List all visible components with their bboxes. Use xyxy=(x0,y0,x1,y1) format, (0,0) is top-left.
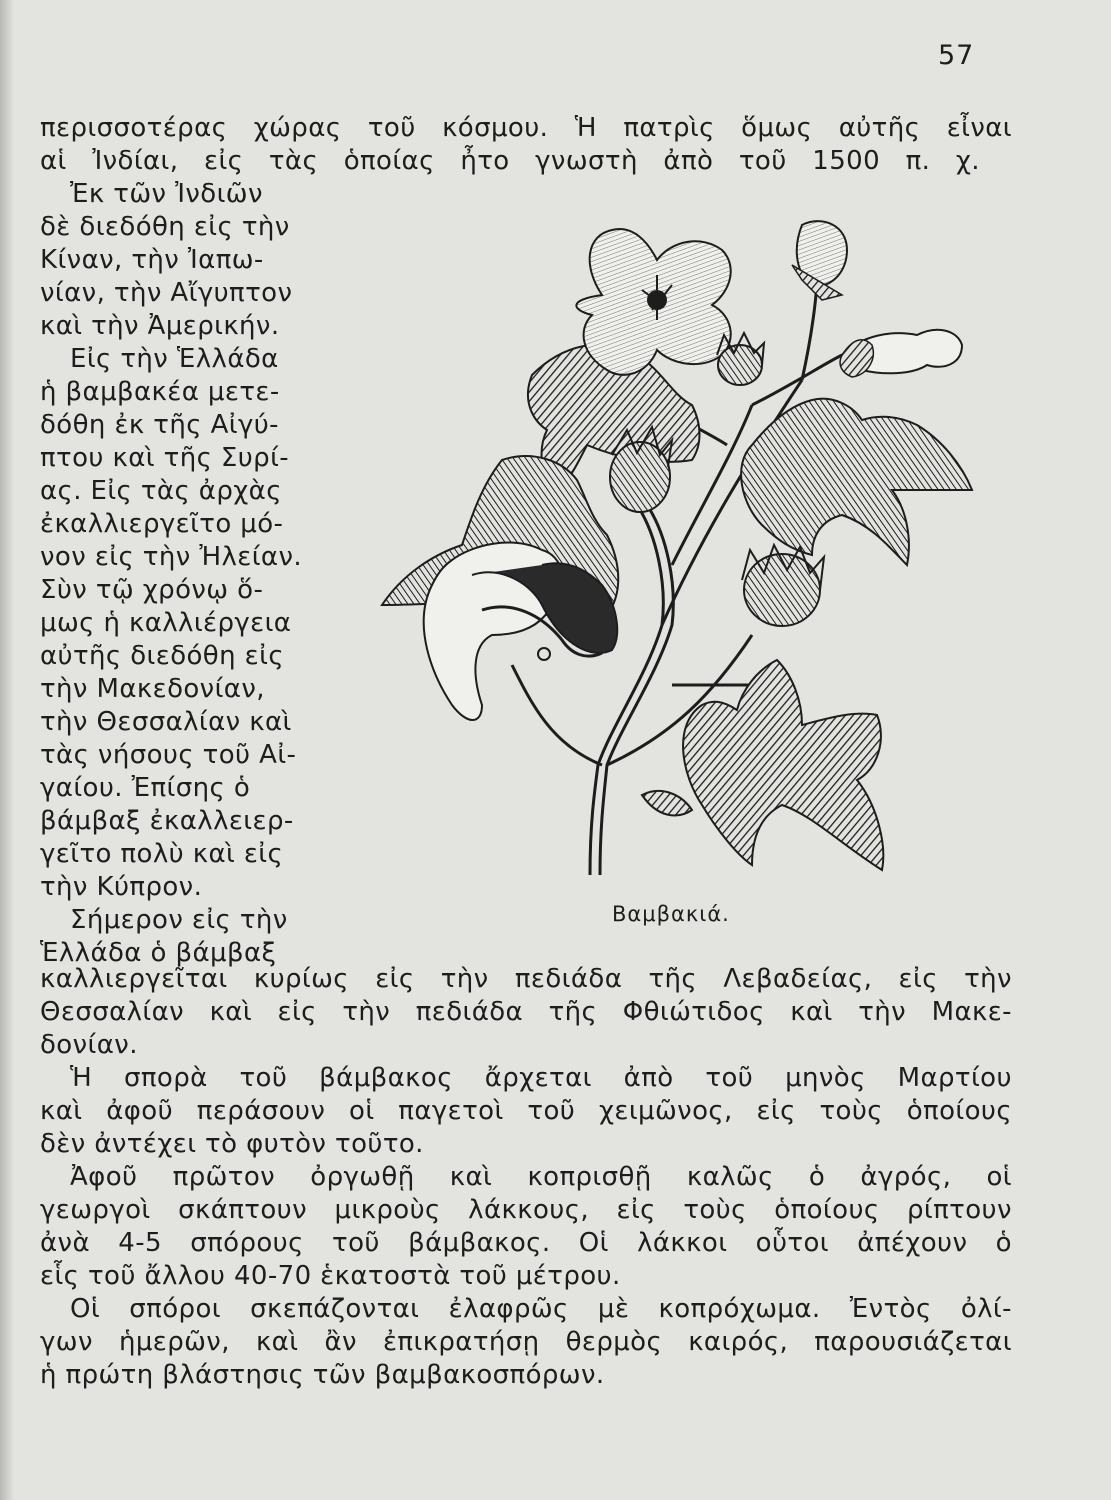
cotton-plant-illustration xyxy=(372,205,982,895)
column-line: ἐκαλλιεργεῖτο μό- xyxy=(40,509,284,539)
body-line: Ἀφοῦ πρῶτον ὀργωθῇ καὶ κοπρισθῇ καλῶς ὁ ἀγρός, οἱ xyxy=(70,1162,1012,1192)
cotton-boll-right xyxy=(742,545,824,626)
column-line: τὴν Μακεδονίαν, xyxy=(40,674,265,704)
column-line: αὐτῆς διεδόθη εἰς xyxy=(40,641,284,671)
body-line: Θεσσαλίαν καὶ εἰς τὴν πεδιάδα τῆς Φθιώτιδος καὶ τὴν Μακε- xyxy=(40,997,1012,1027)
column-line: δόθη ἐκ τῆς Αἰγύ- xyxy=(40,410,279,440)
body-line: Οἱ σπόροι σκεπάζονται ἐλαφρῶς μὲ κοπρόχωμα. Ἐντὸς ὀλί- xyxy=(70,1294,1012,1324)
column-line: Εἰς τὴν Ἑλλάδα xyxy=(70,344,279,374)
column-line: τὴν Κύπρον. xyxy=(40,872,203,902)
curled-bud xyxy=(840,330,962,377)
body-line: καλλιεργεῖται κυρίως εἰς τὴν πεδιάδα τῆς Λεβαδείας, εἰς τὴν xyxy=(40,964,1012,994)
column-line: Ἑλλάδα ὁ βάμβαξ xyxy=(40,938,277,968)
figure-caption: Βαμβακιά. xyxy=(612,902,730,926)
column-line: βάμβαξ ἐκαλλειερ- xyxy=(40,806,294,836)
column-line: Σὺν τῷ χρόνῳ ὅ- xyxy=(40,575,264,605)
column-line: ας. Εἰς τὰς ἀρχὰς xyxy=(40,476,282,506)
body-line: καὶ ἀφοῦ περάσουν οἱ παγετοὶ τοῦ χειμῶνος, εἰς τοὺς ὁποίους xyxy=(40,1096,1012,1126)
column-line: γαίου. Ἐπίσης ὁ xyxy=(40,773,251,803)
body-line: Ἡ σπορὰ τοῦ βάμβακος ἄρχεται ἀπὸ τοῦ μηνὸς Μαρτίου xyxy=(70,1063,1012,1093)
column-line: νίαν, τὴν Αἴγυπτον xyxy=(40,278,293,308)
column-line: γεῖτο πολὺ καὶ εἰς xyxy=(40,839,284,869)
body-line: δὲν ἀντέχει τὸ φυτὸν τοῦτο. xyxy=(40,1129,424,1159)
column-line: δὲ διεδόθη εἰς τὴν xyxy=(40,212,290,242)
flower-bud xyxy=(792,221,847,300)
top-line-2: αἱ Ἰνδίαι, εἰς τὰς ὁποίας ἦτο γνωστὴ ἀπὸ τοῦ 1500 π. χ. xyxy=(40,146,980,176)
column-line: μως ἡ καλλιέργεια xyxy=(40,608,292,638)
cotton-flower xyxy=(576,229,730,375)
column-line: πτου καὶ τῆς Συρί- xyxy=(40,443,290,473)
column-line: τὴν Θεσσαλίαν καὶ xyxy=(40,707,292,737)
top-line-1: περισσοτέρας χώρας τοῦ κόσμου. Ἡ πατρὶς ὅμως αὐτῆς εἶναι xyxy=(40,113,1012,143)
column-line: τὰς νήσους τοῦ Αἰ- xyxy=(40,740,297,770)
column-line: Ἐκ τῶν Ἰνδιῶν xyxy=(70,179,263,209)
column-line: νον εἰς τὴν Ἠλείαν. xyxy=(40,542,303,572)
body-line: δονίαν. xyxy=(40,1030,138,1060)
body-line: ἡ πρώτη βλάστησις τῶν βαμβακοσπόρων. xyxy=(40,1360,605,1390)
column-line: ἡ βαμβακέα μετε- xyxy=(40,377,280,407)
body-line: ἀνὰ 4-5 σπόρους τοῦ βάμβακος. Οἱ λάκκοι οὗτοι ἀπέχουν ὁ xyxy=(40,1228,1012,1258)
body-line: εἷς τοῦ ἄλλου 40-70 ἑκατοστὰ τοῦ μέτρου. xyxy=(40,1261,621,1291)
body-line: γων ἡμερῶν, καὶ ἂν ἐπικρατήσῃ θερμὸς καιρός, παρουσιάζεται xyxy=(40,1327,1012,1357)
page-number: 57 xyxy=(938,40,975,71)
column-line: καὶ τὴν Ἀμερικήν. xyxy=(40,311,280,341)
column-line: Σήμερον εἰς τὴν xyxy=(70,905,288,935)
body-line: γεωργοὶ σκάπτουν μικροὺς λάκκους, εἰς τοὺς ὁποίους ρίπτουν xyxy=(40,1195,1012,1225)
column-line: Κίναν, τὴν Ἰαπω- xyxy=(40,245,264,275)
